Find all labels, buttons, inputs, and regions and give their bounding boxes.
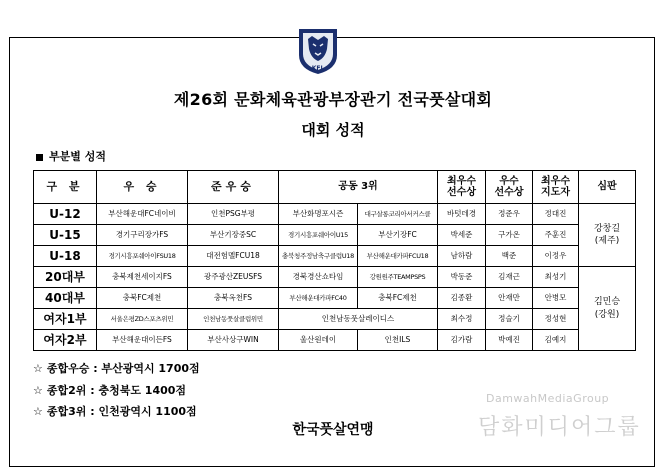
coach-cell: 정대진 bbox=[533, 204, 579, 225]
division-cell: U-15 bbox=[34, 225, 97, 246]
header-mvp bbox=[438, 171, 486, 204]
third-cell: 인천ILS bbox=[358, 330, 438, 351]
excellent-cell: 정준우 bbox=[486, 204, 533, 225]
header-best-coach bbox=[533, 171, 579, 204]
issuer-name: 한국풋살연맹 bbox=[292, 422, 374, 438]
winner-cell: 서울은평ZD스포츠위민 bbox=[97, 309, 188, 330]
page-subtitle: 대회 성적 bbox=[301, 121, 365, 139]
mvp-cell: 김종환 bbox=[438, 288, 486, 309]
overall-result-line bbox=[33, 382, 186, 398]
watermark-english: DamwahMediaGroup bbox=[486, 392, 610, 405]
third-cell: 인천남동풋살레이디스 bbox=[279, 309, 438, 330]
header-mvp-line2: 선수상 bbox=[447, 187, 476, 198]
coach-cell: 정성현 bbox=[533, 309, 579, 330]
third-cell: 강원원주TEAMPSPS bbox=[358, 267, 438, 288]
results-table bbox=[33, 170, 636, 351]
overall-result-text: 종합2위 : 충청북도 1400점 bbox=[46, 384, 187, 397]
third-cell: 부산해운대카파FCU18 bbox=[358, 246, 438, 267]
division-cell: U-12 bbox=[34, 204, 97, 225]
coach-cell: 이정우 bbox=[533, 246, 579, 267]
runner-up-cell: 대전험멜FCU18 bbox=[188, 246, 279, 267]
mvp-cell: 남하람 bbox=[438, 246, 486, 267]
runner-up-cell: 인천PSG부평 bbox=[188, 204, 279, 225]
coach-cell: 최성기 bbox=[533, 267, 579, 288]
page-title: 제26회 문화체육관광부장관기 전국풋살대회 bbox=[173, 90, 493, 109]
excellent-cell: 백준 bbox=[486, 246, 533, 267]
header-joint-third: 공동 3위 bbox=[279, 171, 438, 204]
watermark-korean: 담화미디어그룹 bbox=[478, 415, 641, 440]
winner-cell: 경기시흥포쉐아이FSU18 bbox=[97, 246, 188, 267]
table-row bbox=[34, 309, 636, 330]
header-mvp-line1: 최우수 bbox=[447, 175, 476, 187]
winner-cell: 부산해운대FC네이비 bbox=[97, 204, 188, 225]
table-row bbox=[34, 267, 636, 288]
header-excellent-line2: 선수상 bbox=[494, 187, 524, 198]
excellent-cell: 김재근 bbox=[486, 267, 533, 288]
referee-cell bbox=[579, 204, 636, 267]
section-label: 부분별 성적 bbox=[49, 150, 106, 163]
coach-cell: 주훈진 bbox=[533, 225, 579, 246]
mvp-cell: 박동준 bbox=[438, 267, 486, 288]
referee-region: (제주) bbox=[594, 236, 620, 246]
winner-cell: 충북제천세이지FS bbox=[97, 267, 188, 288]
header-referee: 심판 bbox=[579, 171, 636, 204]
mvp-cell: 박세준 bbox=[438, 225, 486, 246]
overall-result-text: 종합우승 : 부산광역시 1700점 bbox=[46, 362, 200, 375]
table-row bbox=[34, 204, 636, 225]
star-marker-icon: ☆ bbox=[33, 405, 43, 418]
division-cell: U-18 bbox=[34, 246, 97, 267]
mvp-cell: 최수정 bbox=[438, 309, 486, 330]
logo-text: KFL bbox=[311, 65, 325, 72]
table-row bbox=[34, 225, 636, 246]
division-cell: 여자2부 bbox=[34, 330, 97, 351]
square-bullet-icon bbox=[36, 154, 43, 161]
winner-cell: 부산해운대이든FS bbox=[97, 330, 188, 351]
referee-name: 강창길 bbox=[593, 223, 621, 234]
overall-result-text: 종합3위 : 인천광역시 1100점 bbox=[46, 405, 197, 418]
mvp-cell: 바텃데경 bbox=[438, 204, 486, 225]
overall-result-line bbox=[33, 403, 197, 419]
coach-cell: 김예지 bbox=[533, 330, 579, 351]
header-winner: 우 승 bbox=[97, 171, 188, 204]
header-coach-line1: 최우수 bbox=[541, 175, 570, 187]
referee-cell bbox=[579, 267, 636, 351]
header-excellent-line1: 우수 bbox=[499, 175, 519, 187]
excellent-cell: 구가온 bbox=[486, 225, 533, 246]
section-heading bbox=[36, 148, 106, 164]
third-cell: 경북경산쇼타임 bbox=[279, 267, 358, 288]
excellent-cell: 박예진 bbox=[486, 330, 533, 351]
division-cell: 40대부 bbox=[34, 288, 97, 309]
third-cell: 충북청주정남축구클럽U18 bbox=[279, 246, 358, 267]
referee-region: (강원) bbox=[594, 309, 620, 320]
division-cell: 여자1부 bbox=[34, 309, 97, 330]
header-division: 구 분 bbox=[34, 171, 97, 204]
header-coach-line2: 지도자 bbox=[541, 187, 570, 198]
table-row bbox=[34, 330, 636, 351]
division-cell: 20대부 bbox=[34, 267, 97, 288]
third-cell: 울산원데이 bbox=[279, 330, 358, 351]
star-marker-icon: ☆ bbox=[33, 384, 43, 397]
mvp-cell: 김가람 bbox=[438, 330, 486, 351]
third-cell: 부산화명포시즌 bbox=[279, 204, 358, 225]
runner-up-cell: 인천남동풋살클럽위민 bbox=[188, 309, 279, 330]
third-cell: 경기시흥포쉐아이U15 bbox=[279, 225, 358, 246]
star-marker-icon: ☆ bbox=[33, 362, 43, 375]
header-excellent-player bbox=[486, 171, 533, 204]
excellent-cell: 안재만 bbox=[486, 288, 533, 309]
overall-result-line bbox=[33, 360, 200, 376]
referee-name: 김민승 bbox=[593, 297, 621, 308]
third-cell: 충북FC제천 bbox=[358, 288, 438, 309]
coach-cell: 안병모 bbox=[533, 288, 579, 309]
header-row bbox=[34, 171, 636, 204]
table-row bbox=[34, 288, 636, 309]
winner-cell: 충북FC제천 bbox=[97, 288, 188, 309]
excellent-cell: 정슬기 bbox=[486, 309, 533, 330]
runner-up-cell: 광주광산ZEUSFS bbox=[188, 267, 279, 288]
table-row bbox=[34, 246, 636, 267]
winner-cell: 경기구리장가FS bbox=[97, 225, 188, 246]
third-cell: 부산해운대카파FC40 bbox=[279, 288, 358, 309]
third-cell: 대구살롱코리아서커스클 bbox=[358, 204, 438, 225]
header-runner-up: 준우승 bbox=[188, 171, 279, 204]
third-cell: 부산기장FC bbox=[358, 225, 438, 246]
runner-up-cell: 부산사상구WIN bbox=[188, 330, 279, 351]
runner-up-cell: 부산기장중SC bbox=[188, 225, 279, 246]
runner-up-cell: 충북옥천FS bbox=[188, 288, 279, 309]
